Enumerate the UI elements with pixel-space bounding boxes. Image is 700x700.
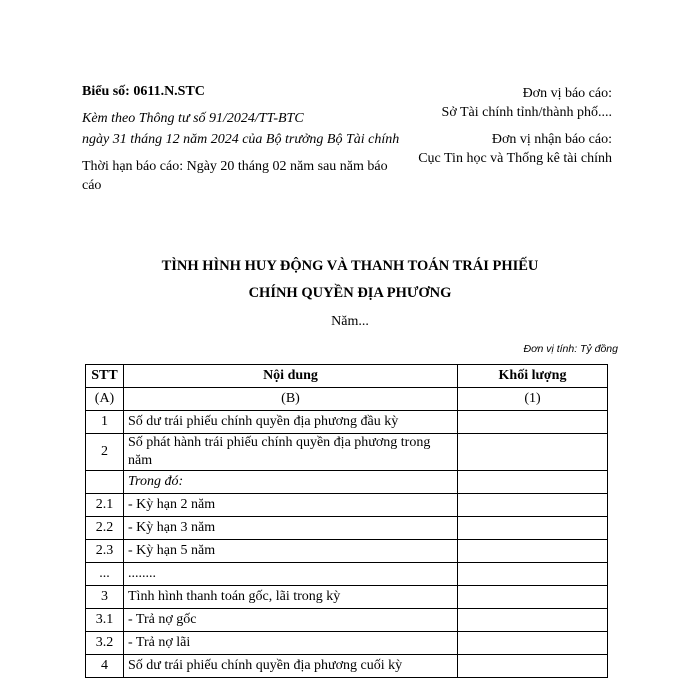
row-content: Số phát hành trái phiếu chính quyền địa phương trong năm: [124, 434, 458, 471]
row-content: Trong đó:: [124, 471, 458, 494]
row-stt: 3.1: [86, 609, 124, 632]
table-row: [86, 632, 608, 655]
code-b: (B): [124, 388, 458, 411]
row-stt: 2.1: [86, 494, 124, 517]
row-volume[interactable]: [458, 632, 608, 655]
reporting-unit: [372, 84, 612, 122]
row-content: - Kỳ hạn 2 năm: [124, 494, 458, 517]
header-volume: Khối lượng: [458, 365, 608, 388]
row-volume[interactable]: [458, 609, 608, 632]
table-row: [86, 540, 608, 563]
row-volume[interactable]: [458, 494, 608, 517]
unit-note: Đơn vị tính: Tỷ đồng: [523, 343, 618, 355]
code-1: (1): [458, 388, 608, 411]
table-code-row: [86, 388, 608, 411]
table-row: [86, 586, 608, 609]
row-stt: 4: [86, 655, 124, 678]
code-a: (A): [86, 388, 124, 411]
row-content: Số dư trái phiếu chính quyền địa phương đầu kỳ: [124, 411, 458, 434]
row-content: - Kỳ hạn 5 năm: [124, 540, 458, 563]
row-content: Số dư trái phiếu chính quyền địa phương cuối kỳ: [124, 655, 458, 678]
circular-date: ngày 31 tháng 12 năm 2024 của Bộ trưởng Bộ Tài chính: [82, 132, 400, 147]
row-stt: 2.3: [86, 540, 124, 563]
report-header-right: [372, 84, 612, 176]
row-volume[interactable]: [458, 563, 608, 586]
row-volume[interactable]: [458, 434, 608, 471]
table-row: [86, 517, 608, 540]
receiving-unit-value: Cục Tin học và Thống kê tài chính: [418, 151, 612, 166]
row-volume[interactable]: [458, 517, 608, 540]
form-code: Biểu số: 0611.N.STC: [82, 84, 205, 99]
row-stt: 2: [86, 434, 124, 471]
row-content: - Trả nợ lãi: [124, 632, 458, 655]
table-row: [86, 494, 608, 517]
row-content: - Kỳ hạn 3 năm: [124, 517, 458, 540]
row-stt: [86, 471, 124, 494]
table-row: [86, 434, 608, 471]
row-volume[interactable]: [458, 540, 608, 563]
header-stt: STT: [86, 365, 124, 388]
receiving-unit: [372, 130, 612, 168]
table-header-row: [86, 365, 608, 388]
reporting-unit-label: Đơn vị báo cáo:: [522, 86, 612, 101]
row-volume[interactable]: [458, 411, 608, 434]
table-row: [86, 655, 608, 678]
table-row: [86, 471, 608, 494]
row-content: Tình hình thanh toán gốc, lãi trong kỳ: [124, 586, 458, 609]
row-stt: ...: [86, 563, 124, 586]
table-row: [86, 563, 608, 586]
report-year: Năm...: [331, 314, 369, 329]
receiving-unit-label: Đơn vị nhận báo cáo:: [491, 132, 612, 147]
report-title-line2: CHÍNH QUYỀN ĐỊA PHƯƠNG: [248, 285, 452, 301]
report-header-left: [82, 82, 402, 203]
row-volume[interactable]: [458, 471, 608, 494]
report-table: [85, 364, 608, 678]
row-volume[interactable]: [458, 655, 608, 678]
header-content: Nội dung: [124, 365, 458, 388]
row-content: - Trả nợ gốc: [124, 609, 458, 632]
row-stt: 2.2: [86, 517, 124, 540]
table-row: [86, 411, 608, 434]
reporting-deadline: Thời hạn báo cáo: Ngày 20 tháng 02 năm sau năm báo cáo: [82, 159, 388, 193]
row-volume[interactable]: [458, 586, 608, 609]
reporting-unit-value: Sở Tài chính tỉnh/thành phố....: [441, 105, 612, 120]
report-title-line1: TÌNH HÌNH HUY ĐỘNG VÀ THANH TOÁN TRÁI PHIẾU: [161, 258, 539, 274]
table-row: [86, 609, 608, 632]
row-stt: 3: [86, 586, 124, 609]
row-stt: 3.2: [86, 632, 124, 655]
row-stt: 1: [86, 411, 124, 434]
row-content: ........: [124, 563, 458, 586]
attached-circular: Kèm theo Thông tư số 91/2024/TT-BTC: [82, 111, 304, 126]
